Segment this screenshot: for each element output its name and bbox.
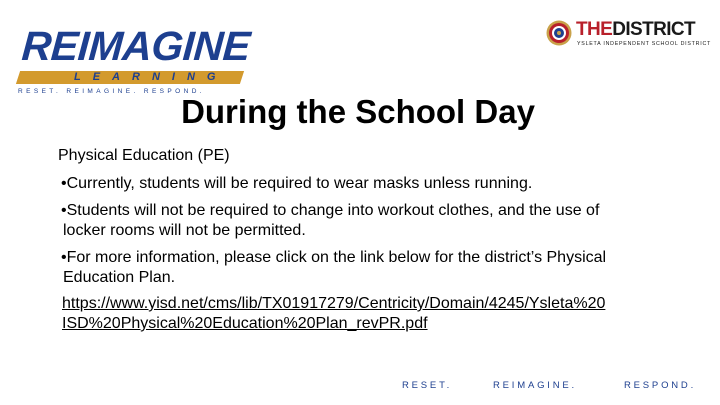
bullet-item: •For more information, please click on the link below for the district’s Physical Education Plan. xyxy=(61,249,607,286)
reimagine-wordmark: REIMAGINE xyxy=(20,23,252,69)
pe-plan-link-line2: ISD%20Physical%20Education%20Plan_revPR.pdf xyxy=(62,315,428,332)
footer-respond: RESPOND. xyxy=(624,380,697,391)
pe-plan-link-line1: https://www.yisd.net/cms/lib/TX01917279/Centricity/Domain/4245/Ysleta%20 xyxy=(62,295,606,312)
slide-body xyxy=(58,146,698,334)
footer-reimagine: REIMAGINE. xyxy=(493,380,577,391)
footer-reset: RESET. xyxy=(402,380,453,391)
reimagine-learning-logo xyxy=(14,18,252,95)
bullet-item: •Students will not be required to change into workout clothes, and the use of locker rooms will not be permitted. xyxy=(61,202,600,239)
section-subheading: Physical Education (PE) xyxy=(58,147,230,164)
district-wordmark: THEDISTRICT xyxy=(576,19,696,40)
ysleta-district-logo xyxy=(546,19,712,50)
bullet-list xyxy=(58,174,698,288)
district-seal-icon xyxy=(546,20,572,46)
district-subtitle: YSLETA INDEPENDENT SCHOOL DISTRICT xyxy=(577,41,712,47)
learning-wordmark: LEARNING xyxy=(74,71,228,83)
footer-tagline xyxy=(402,380,712,392)
logo-tagline: RESET. REIMAGINE. RESPOND. xyxy=(18,88,206,95)
bullet-item: •Currently, students will be required to wear masks unless running. xyxy=(61,175,533,192)
slide-title: During the School Day xyxy=(181,93,535,130)
pe-plan-link[interactable] xyxy=(58,294,682,334)
